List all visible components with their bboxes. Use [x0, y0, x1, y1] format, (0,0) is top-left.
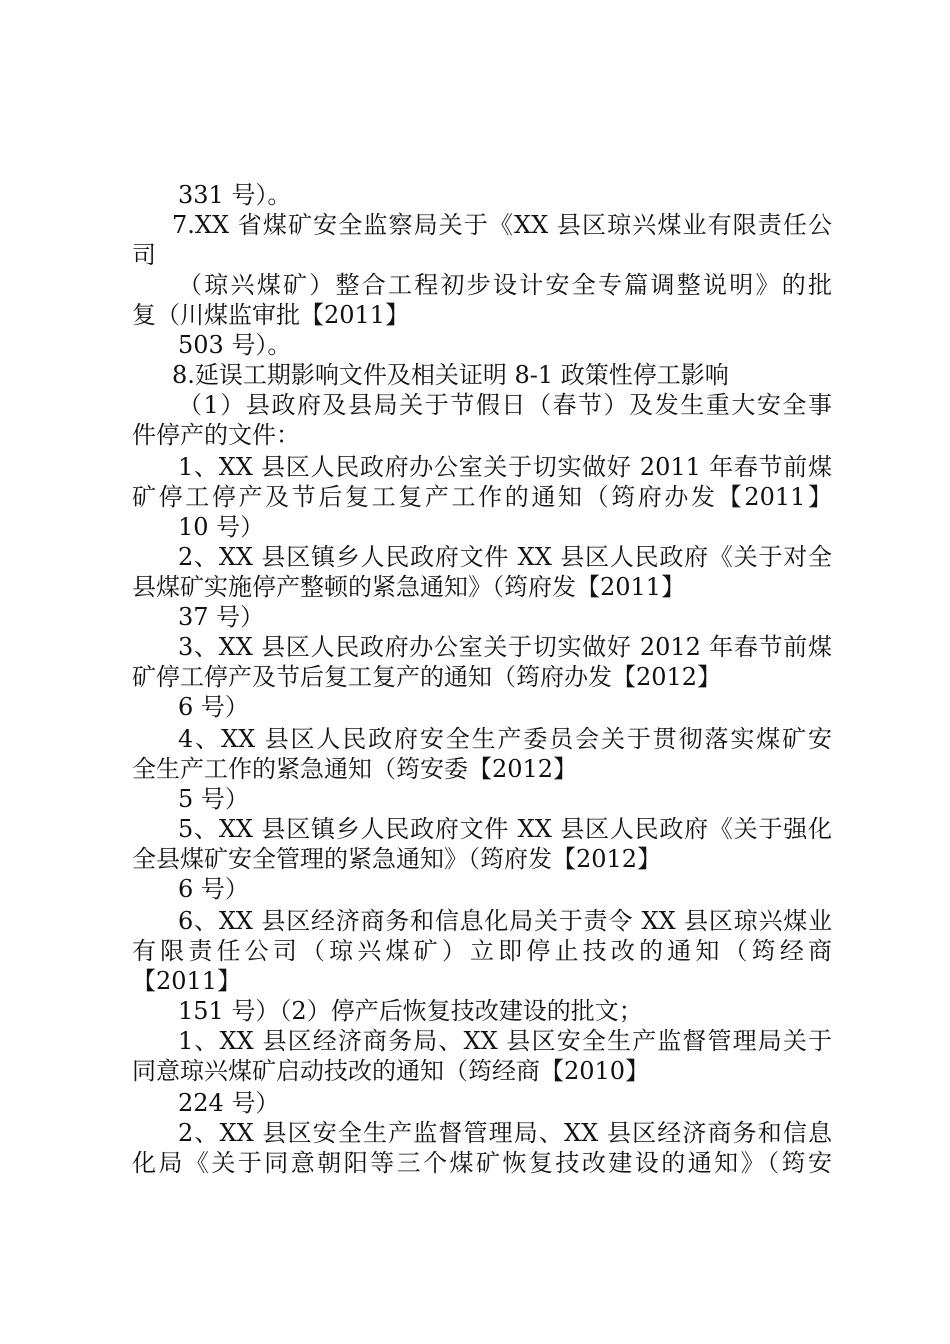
text-line: 1、XX 县区人民政府办公室关于切实做好 2011 年春节前煤 [178, 453, 832, 481]
text-line: 化局《关于同意朝阳等三个煤矿恢复技改建设的通知》（筠安 [132, 1149, 832, 1177]
text-line: 矿停工停产及节后复工复产的通知（筠府办发【2012】 [132, 663, 722, 691]
text-line: 10 号） [178, 513, 265, 541]
text-line: 5、XX 县区镇乡人民政府文件 XX 县区人民政府《关于强化 [178, 815, 832, 843]
text-line: 矿停工停产及节后复工复产工作的通知（筠府办发【2011】 [132, 483, 832, 511]
text-line: 5 号） [178, 785, 249, 813]
text-line: 有限责任公司（琼兴煤矿）立即停止技改的通知（筠经商 [132, 937, 832, 965]
text-line: 2、XX 县区安全生产监督管理局、XX 县区经济商务和信息 [178, 1119, 832, 1147]
text-line: （琼兴煤矿）整合工程初步设计安全专篇调整说明》的批 [178, 271, 832, 299]
text-line: 331 号）。 [178, 181, 292, 209]
text-line: 司 [132, 241, 156, 269]
text-line: 3、XX 县区人民政府办公室关于切实做好 2012 年春节前煤 [178, 633, 832, 661]
text-line: 2、XX 县区镇乡人民政府文件 XX 县区人民政府《关于对全 [178, 543, 832, 571]
text-line: 151 号）（2）停产后恢复技改建设的批文； [178, 997, 643, 1025]
text-line: 复（川煤监审批【2011】 [132, 301, 410, 329]
text-line: 全县煤矿安全管理的紧急通知》（筠府发【2012】 [132, 845, 662, 873]
text-line: 7.XX 省煤矿安全监察局关于《XX 县区琼兴煤业有限责任公 [172, 211, 832, 239]
text-line: 全生产工作的紧急通知（筠安委【2012】 [132, 755, 578, 783]
text-line: 县煤矿实施停产整顿的紧急通知》（筠府发【2011】 [132, 573, 686, 601]
text-line: 1、XX 县区经济商务局、XX 县区安全生产监督管理局关于 [178, 1027, 832, 1055]
text-line: 503 号）。 [178, 331, 292, 359]
text-line: 8.延误工期影响文件及相关证明 8-1 政策性停工影响 [172, 361, 729, 389]
text-line: （1）县政府及县局关于节假日（春节）及发生重大安全事 [178, 391, 832, 419]
text-line: 37 号） [178, 603, 265, 631]
text-line: 同意琼兴煤矿启动技改的通知（筠经商【2010】 [132, 1057, 650, 1085]
text-line: 4、XX 县区人民政府安全生产委员会关于贯彻落实煤矿安 [178, 725, 832, 753]
text-line: 6 号） [178, 875, 249, 903]
text-line: 224 号） [178, 1089, 280, 1117]
text-line: 6 号） [178, 693, 249, 721]
text-line: 6、XX 县区经济商务和信息化局关于责令 XX 县区琼兴煤业 [178, 907, 832, 935]
text-line: 【2011】 [132, 967, 242, 995]
text-line: 件停产的文件： [132, 421, 300, 449]
